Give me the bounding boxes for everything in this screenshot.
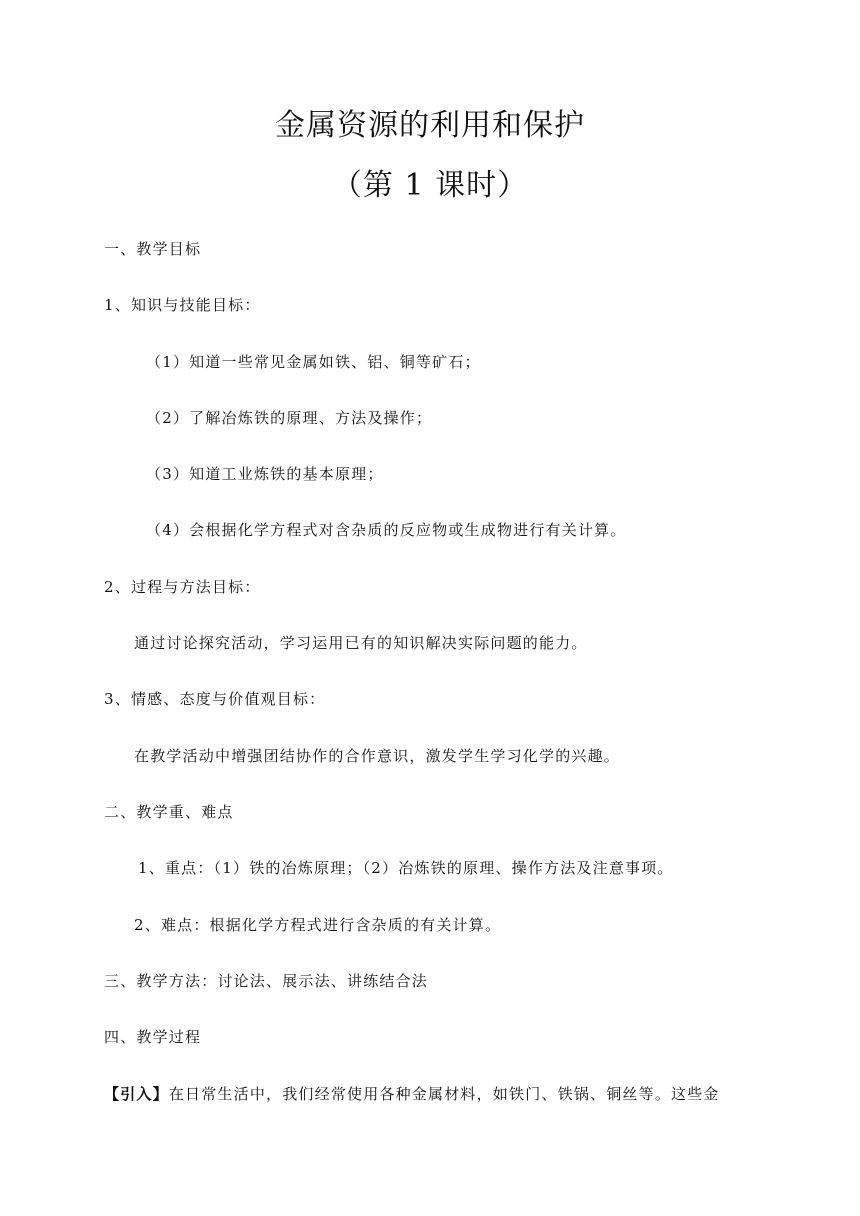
objective-item-1: （1）知道一些常见金属如铁、铝、铜等矿石； xyxy=(146,353,481,371)
intro-label: 【引入】 xyxy=(104,1085,169,1103)
section-heading-process: 四、教学过程 xyxy=(104,1028,202,1046)
intro-paragraph xyxy=(104,1083,720,1105)
process-method-text: 通过讨论探究活动，学习运用已有的知识解决实际问题的能力。 xyxy=(134,634,588,652)
subsection-emotion-values: 3、情感、态度与价值观目标： xyxy=(104,690,326,708)
document-subtitle: （第 1 课时） xyxy=(331,168,529,203)
document-title: 金属资源的利用和保护 xyxy=(275,108,585,143)
key-point-text: 1、重点：（1）铁的冶炼原理；（2）冶炼铁的原理、操作方法及注意事项。 xyxy=(138,859,674,877)
subsection-knowledge-skills: 1、知识与技能目标： xyxy=(104,296,261,314)
section-heading-methods: 三、教学方法：讨论法、展示法、讲练结合法 xyxy=(104,972,429,990)
subsection-process-method: 2、过程与方法目标： xyxy=(104,578,261,596)
difficult-point-text: 2、难点：根据化学方程式进行含杂质的有关计算。 xyxy=(134,916,502,934)
objective-item-4: （4）会根据化学方程式对含杂质的反应物或生成物进行有关计算。 xyxy=(146,521,627,539)
objective-item-2: （2）了解冶炼铁的原理、方法及操作； xyxy=(146,409,433,427)
intro-text: 在日常生活中，我们经常使用各种金属材料，如铁门、铁锅、铜丝等。这些金 xyxy=(168,1085,720,1103)
section-heading-key-points: 二、教学重、难点 xyxy=(104,803,234,821)
section-heading-objectives: 一、教学目标 xyxy=(104,240,202,258)
objective-item-3: （3）知道工业炼铁的基本原理； xyxy=(146,465,384,483)
emotion-values-text: 在教学活动中增强团结协作的合作意识，激发学生学习化学的兴趣。 xyxy=(134,747,621,765)
